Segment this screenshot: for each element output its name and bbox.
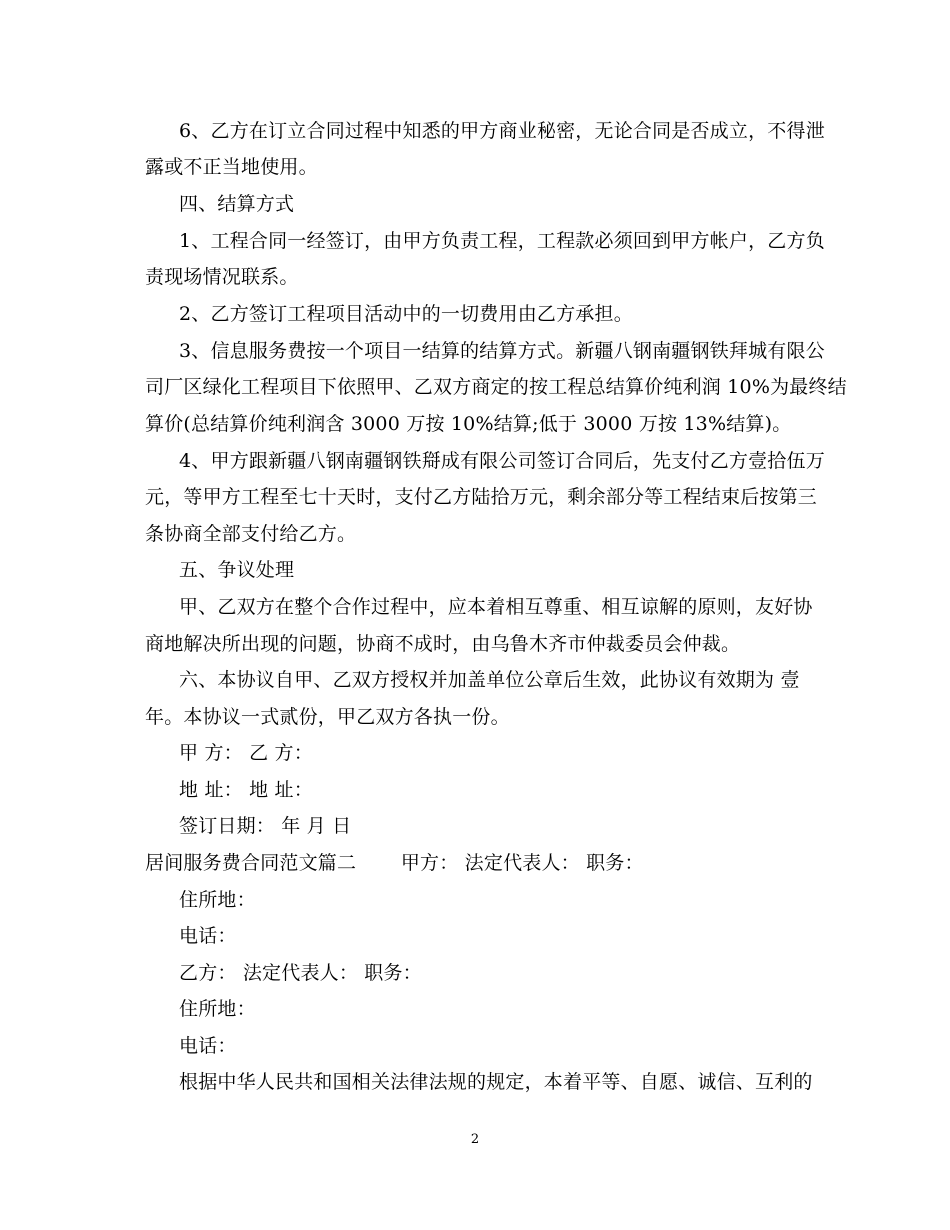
- signature-address: 地 址： 地 址：: [179, 779, 313, 801]
- party-a-residence: 住所地：: [179, 889, 256, 911]
- party-a-phone: 电话：: [179, 925, 237, 947]
- signature-parties: 甲 方： 乙 方：: [179, 742, 313, 764]
- paragraph-6-line-2: 露或不正当地使用。: [145, 156, 318, 178]
- clause-2: 2、乙方签订工程项目活动中的一切费用由乙方承担。: [179, 303, 633, 325]
- contract-2-heading: 居间服务费合同范文篇二 甲方： 法定代表人： 职务：: [145, 852, 644, 874]
- clause-4-line-3: 条协商全部支付给乙方。: [145, 523, 357, 545]
- party-b-residence: 住所地：: [179, 998, 256, 1020]
- section-6-line-1: 六、本协议自甲、乙双方授权并加盖单位公章后生效，此协议有效期为 壹: [179, 669, 800, 691]
- section-6-line-2: 年。本协议一式贰份，甲乙双方各执一份。: [145, 706, 510, 728]
- section-heading-settlement: 四、结算方式: [179, 193, 295, 215]
- clause-3-line-3: 算价(总结算价纯利润含 3000 万按 10%结算;低于 3000 万按 13%结算)。: [145, 413, 792, 435]
- signature-date: 签订日期： 年 月 日: [179, 815, 352, 837]
- clause-4-line-1: 4、甲方跟新疆八钢南疆钢铁搿成有限公司签订合同后，先支付乙方壹拾伍万: [179, 450, 825, 472]
- dispute-line-2: 商地解决所出现的问题，协商不成时，由乌鲁木齐市仲裁委员会仲裁。: [145, 633, 741, 655]
- paragraph-6-line-1: 6、乙方在订立合同过程中知悉的甲方商业秘密，无论合同是否成立，不得泄: [179, 120, 825, 142]
- clause-4-line-2: 元，等甲方工程至七十天时，支付乙方陆拾万元，剩余部分等工程结束后按第三: [145, 486, 818, 508]
- party-b-heading: 乙方： 法定代表人： 职务：: [179, 962, 422, 984]
- section-heading-dispute: 五、争议处理: [179, 559, 295, 581]
- clause-3-line-1: 3、信息服务费按一个项目一结算的结算方式。新疆八钢南疆钢铁拜城有限公: [179, 340, 825, 362]
- clause-1-line-1: 1、工程合同一经签订，由甲方负责工程，工程款必须回到甲方帐户，乙方负: [179, 230, 825, 252]
- preamble-line-1: 根据中华人民共和国相关法律法规的规定，本着平等、自愿、诚信、互利的: [179, 1071, 813, 1093]
- dispute-line-1: 甲、乙双方在整个合作过程中，应本着相互尊重、相互谅解的原则，友好协: [179, 596, 813, 618]
- page-number: 2: [470, 1132, 480, 1147]
- party-b-phone: 电话：: [179, 1035, 237, 1057]
- clause-1-line-2: 责现场情况联系。: [145, 266, 299, 288]
- clause-3-line-2: 司厂区绿化工程项目下依照甲、乙双方商定的按工程总结算价纯利润 10%为最终结: [145, 376, 847, 398]
